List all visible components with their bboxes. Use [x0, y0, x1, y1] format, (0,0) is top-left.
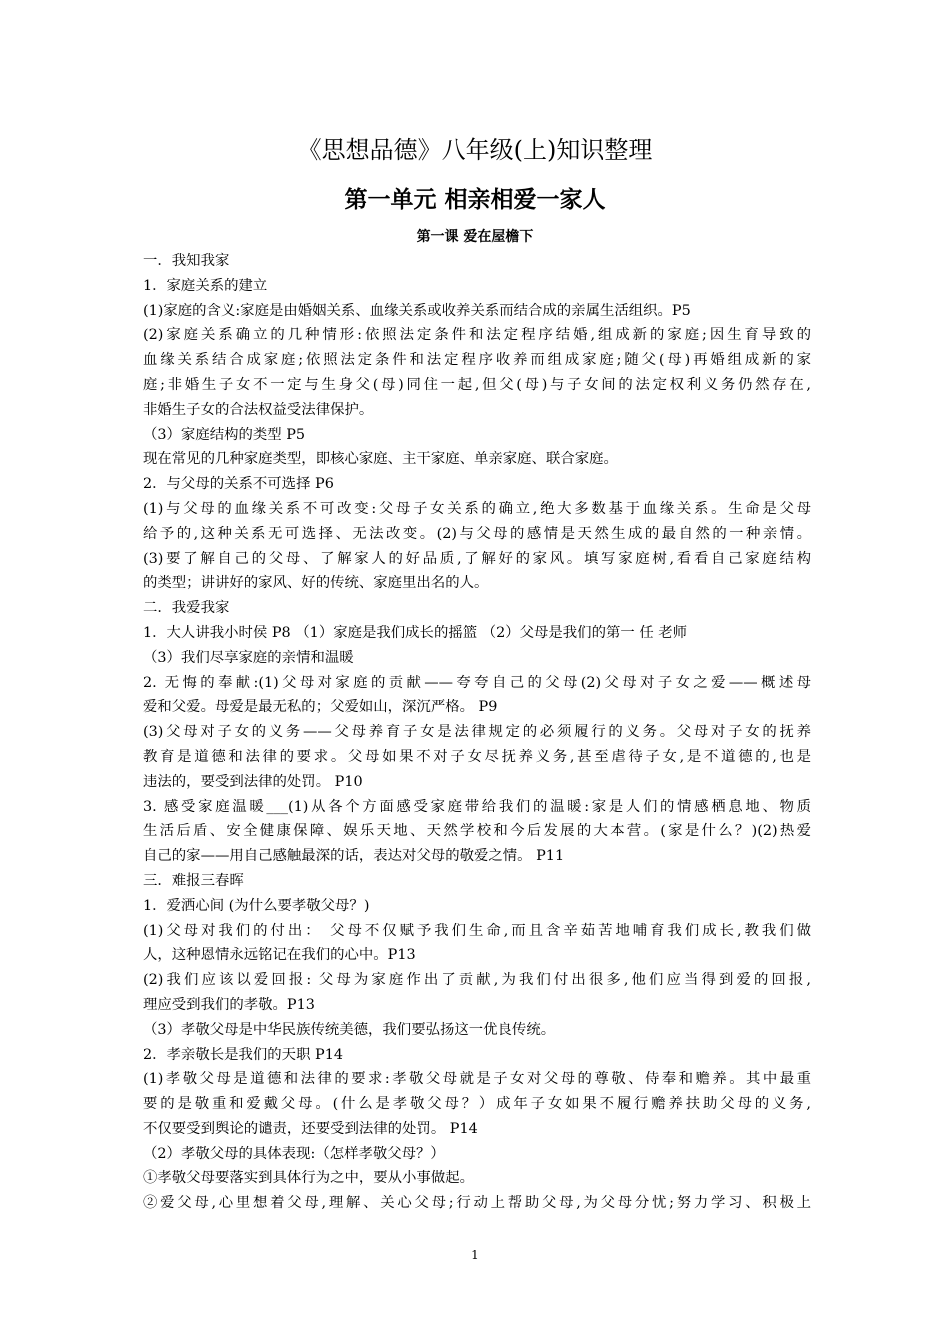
text-line: 生活后盾、安全健康保障、娱乐天地、天然学校和今后发展的大本营。(家是什么？)(2)热爱: [143, 823, 811, 840]
text-line: 给予的,这种关系无可选择、无法改变。(2)与父母的感情是天然生成的最自然的一种亲情。: [143, 525, 811, 542]
text-line: 爱和父爱。母爱是最无私的；父爱如山，深沉严格。 P9: [143, 699, 498, 716]
text-line: 血缘关系结合成家庭;依照法定条件和法定程序收养而组成家庭;随父(母)再婚组成新的家: [143, 352, 811, 369]
text-line: 非婚生子女的合法权益受法律保护。: [143, 401, 374, 418]
text-line: （2）孝敬父母的具体表现:（怎样孝敬父母？）: [143, 1145, 445, 1162]
text-line: (1)孝敬父母是道德和法律的要求:孝敬父母就是子女对父母的尊敬、侍奉和赡养。其中最重: [143, 1071, 811, 1088]
subsection-heading: 1．爱洒心间 (为什么要孝敬父母？): [143, 897, 370, 914]
section-heading: 一．我知我家: [143, 253, 230, 269]
text-line: 的类型；讲讲好的家风、好的传统、家庭里出名的人。: [143, 575, 489, 592]
section-heading: 三．难报三春晖: [143, 872, 244, 889]
subsection-heading: 1．家庭关系的建立: [143, 277, 268, 294]
text-line: (3)父母对子女的义务——父母养育子女是法律规定的必须履行的义务。父母对子女的抚养: [143, 724, 811, 741]
text-line: (2)家庭关系确立的几种情形:依照法定条件和法定程序结婚,组成新的家庭;因生育导致的: [143, 327, 811, 344]
text-line: 庭;非婚生子女不一定与生身父(母)同住一起,但父(母)与子女间的法定权利义务仍然存在,: [143, 376, 811, 393]
subsection-heading: 2．孝亲敬长是我们的天职 P14: [143, 1046, 344, 1063]
text-line: (1)与父母的血缘关系不可改变:父母子女关系的确立,绝大多数基于血缘关系。生命是父母: [143, 500, 811, 517]
text-line: (1)父母对我们的付出： 父母不仅赋予我们生命,而且含辛茹苦地哺育我们成长,教我们做: [143, 922, 811, 939]
text-line: 人，这种恩情永远铭记在我们的心中。P13: [143, 947, 416, 964]
body-text: [143, 249, 811, 1216]
text-line: 不仅要受到舆论的谴责，还要受到法律的处罚。 P14: [143, 1120, 478, 1137]
text-line: 教育是道德和法律的要求。父母如果不对子女尽抚养义务,甚至虐待子女,是不道德的,也是: [143, 748, 811, 765]
text-line: （3）家庭结构的类型 P5: [143, 426, 306, 443]
text-line: 3. 感受家庭温暖___(1)从各个方面感受家庭带给我们的温暖:家是人们的情感栖息地、物质: [143, 798, 811, 815]
text-line: 理应受到我们的孝敬。P13: [143, 996, 315, 1013]
text-line: ①孝敬父母要落实到具体行为之中，要从小事做起。: [143, 1170, 474, 1187]
text-line: 2. 无悔的奉献:(1)父母对家庭的贡献——夸夸自己的父母(2)父母对子女之爱——概述母: [143, 674, 811, 691]
text-line: (2)我们应该以爱回报: 父母为家庭作出了贡献,为我们付出很多,他们应当得到爱的回报,: [143, 972, 811, 989]
text-line: 现在常见的几种家庭类型，即核心家庭、主干家庭、单亲家庭、联合家庭。: [143, 451, 618, 468]
text-line: （3）我们尽享家庭的亲情和温暖: [143, 649, 354, 666]
text-line: ②爱父母,心里想着父母,理解、关心父母;行动上帮助父母,为父母分忧;努力学习、积极上: [143, 1195, 811, 1212]
unit-title: 第一单元 相亲相爱一家人: [344, 186, 606, 213]
document-title: 《思想品德》八年级(上)知识整理: [297, 136, 653, 164]
text-line: (1)家庭的含义:家庭是由婚姻关系、血缘关系或收养关系而结合成的亲属生活组织。P5: [143, 302, 691, 319]
text-line: （3）孝敬父母是中华民族传统美德，我们要弘扬这一优良传统。: [143, 1021, 556, 1038]
text-line: 1．大人讲我小时侯 P8 （1）家庭是我们成长的摇篮 （2）父母是我们的第一 任 老师: [143, 624, 688, 641]
text-line: (3)要了解自己的父母、了解家人的好品质,了解好的家风。填写家庭树,看看自己家庭结构: [143, 550, 811, 567]
section-heading: 二．我爱我家: [143, 600, 230, 617]
text-line: 自己的家——用自己感触最深的话，表达对父母的敬爱之情。 P11: [143, 848, 565, 865]
text-line: 违法的，要受到法律的处罚。 P10: [143, 773, 363, 790]
lesson-title: 第一课 爱在屋檐下: [416, 229, 534, 245]
subsection-heading: 2．与父母的关系不可选择 P6: [143, 476, 334, 493]
page-number: 1: [471, 1248, 479, 1262]
text-line: 要的是敬重和爱戴父母。(什么是孝敬父母？）成年子女如果不履行赡养扶助父母的义务,: [143, 1096, 811, 1113]
